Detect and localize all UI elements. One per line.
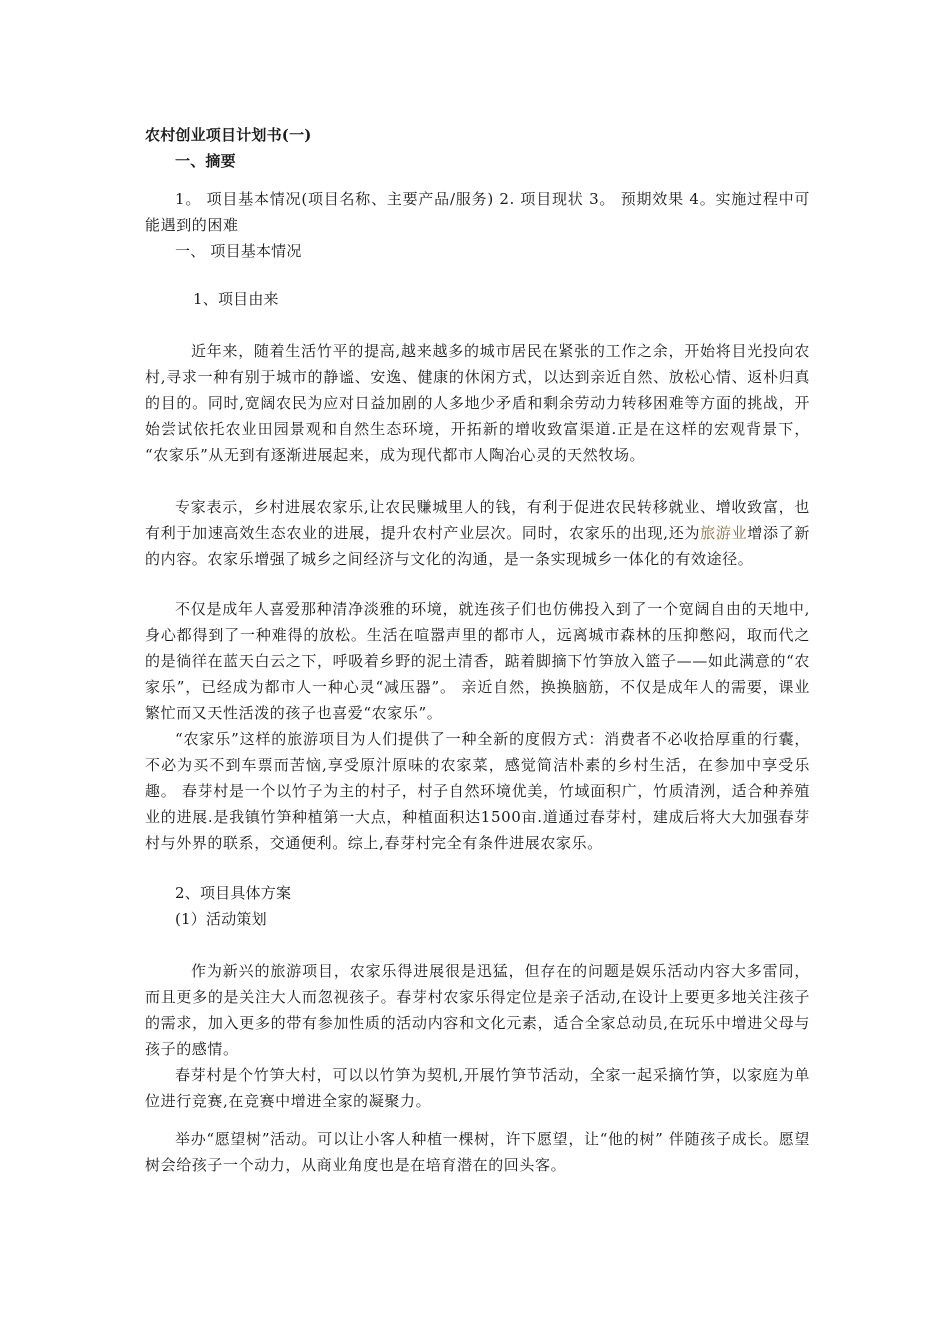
paragraph-background: 近年来，随着生活竹平的提高,越来越多的城市居民在紧张的工作之余，开始将目光投向农村,寻求一种有别于城市的静谧、安逸、健康的休闲方式，以达到亲近自然、放松心情、返朴归真的目的。同时,宽阔农民为应对日益加剧的人多地少矛盾和剩余劳动力转移困难等方面的挑战，开始尝试依托农业田园景观和自然生态环境，开拓新的增收致富渠道.正是在这样的宏观背景下， “农家乐”从无到有逐渐进展起来，成为现代都市人陶冶心灵的天然牧场。 <box>145 342 810 464</box>
paragraph-activity-planning: 作为新兴的旅游项目，农家乐得进展很是迅猛，但存在的问题是娱乐活动内容大多雷同， 而且更多的是关注大人而忽视孩子。春芽村农家乐得定位是亲子活动,在设计上要更多地关注孩子的需求，加入更多的带有参加性质的活动内容和文化元素，适合全家总动员,在玩乐中增进父母与孩子的感情。 <box>145 962 810 1058</box>
subheading-origin: 1、项目由来 <box>193 290 279 308</box>
paragraph-expert-view-text-1: 专家表示，乡村进展农家乐,让农民赚城里人的钱，有利于促进农民转移就业、增收致富，也有利于加速高效生态农业的进展，提升农村产业层次。同时，农家乐的出现,还为 <box>145 498 810 542</box>
paragraph-relaxation: 不仅是成年人喜爱那种清净淡雅的环境，就连孩子们也仿佛投入到了一个宽阔自由的天地中,身心都得到了一种难得的放松。生活在喧嚣声里的都市人，远离城市森林的压抑憋闷，取而代之的是徜徉在蓝天白云之下，呼吸着乡野的泥土清香，踮着脚摘下竹笋放入篮子——如此满意的“农家乐”，已经成为都市人一种心灵“减压器”。 亲近自然，换换脑筋，不仅是成年人的需要，课业繁忙而又天性活泼的孩子也喜爱“农家乐”。 <box>145 600 810 722</box>
paragraph-expert-view-text-2: 增添了新的内容。农家乐增强了城乡之间经济与文化的沟通，是一条实现城乡一体化的有效途径。 <box>145 524 810 568</box>
section-basic-info: 一、 项目基本情况 <box>175 242 302 260</box>
paragraph-wish-tree: 举办“愿望树”活动。可以让小客人种植一棵树，许下愿望，让“他的树” 伴随孩子成长。愿望树会给孩子一个动力，从商业角度也是在培育潜在的回头客。 <box>145 1130 810 1174</box>
summary-items: 1。 项目基本情况(项目名称、主要产品/服务) 2. 项目现状 3。 预期效果 4。实施过程中可能遇到的困难 <box>145 190 810 234</box>
paragraph-expert-view <box>145 494 810 572</box>
document-title: 农村创业项目计划书(一) <box>145 126 312 144</box>
paragraph-bamboo-festival: 春芽村是个竹笋大村，可以以竹笋为契机,开展竹笋节活动，全家一起采摘竹笋，以家庭为单位进行竞赛,在竞赛中增进全家的凝聚力。 <box>145 1066 810 1110</box>
paragraph-village-conditions: “农家乐”这样的旅游项目为人们提供了一种全新的度假方式：消费者不必收拾厚重的行囊，不必为买不到车票而苦恼,享受原汁原味的农家菜，感觉简洁朴素的乡村生活，在参加中享受乐趣。 春芽村是一个以竹子为主的村子，村子自然环境优美，竹域面积广，竹质清洌，适合种养殖业的进展.是我镇竹笋种植第一大点，种植面积达1500亩.道通过春芽村，建成后将大大加强春芽村与外界的联系，交通便利。综上,春芽村完全有条件进展农家乐。 <box>145 730 810 852</box>
tourism-link[interactable]: 旅游业 <box>700 524 748 542</box>
heading-summary: 一、摘要 <box>175 152 236 170</box>
subheading-activity: (1）活动策划 <box>175 910 267 928</box>
subheading-plan: 2、项目具体方案 <box>175 884 292 902</box>
